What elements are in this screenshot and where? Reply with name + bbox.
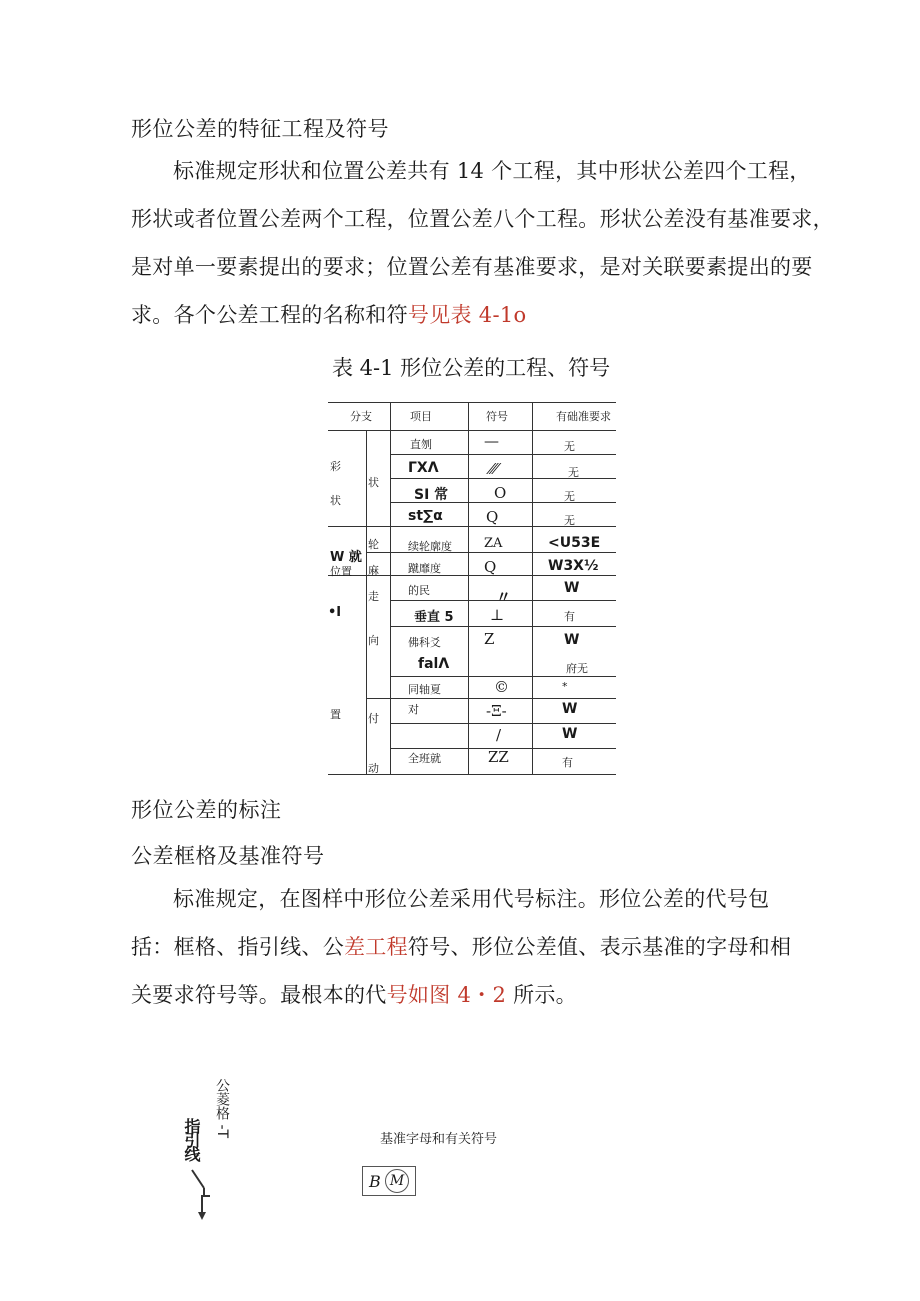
marking-line-1: 标准规定，在图样中形位公差采用代号标注。形位公差的代号包 <box>173 887 770 911</box>
intro-line-4 <box>131 291 834 339</box>
table-reference-link: 号见表 4-1o <box>407 303 527 327</box>
row-req: 无 <box>568 466 579 479</box>
row-symbol: Q <box>486 508 499 526</box>
marking-line-3 <box>131 971 791 1019</box>
figure-reference-link: 号如图 4・2 <box>386 983 507 1007</box>
intro-line-1: 标准规定形状和位置公差共有 14 个工程，其中形状公差四个工程， <box>173 159 811 183</box>
header-item: 项目 <box>410 410 432 423</box>
label-position: 位置 <box>330 565 352 578</box>
label-cai: 彩 <box>330 460 341 473</box>
row-item: 续轮廓度 <box>408 540 452 553</box>
row-item: falΛ <box>418 656 450 672</box>
label-w-jiu: W 就 <box>330 550 362 565</box>
datum-label: 基准字母和有关符号 <box>380 1132 498 1147</box>
row-req: W3X½ <box>548 558 599 574</box>
section-heading-marking: 形位公差的标注 <box>131 798 282 822</box>
row-req: 有 <box>564 610 575 623</box>
header-datum-req: 有础准要求 <box>556 410 611 423</box>
row-symbol: / <box>496 726 502 744</box>
row-req: W <box>562 726 578 742</box>
row-req: <U53E <box>548 535 601 551</box>
row-item: 全班就 <box>408 752 441 765</box>
label-zhi: 置 <box>330 708 341 721</box>
label-fu: 付 <box>368 712 379 725</box>
label-zhuang-a: 状 <box>330 494 341 507</box>
label-zhuang-b: 状 <box>368 476 379 489</box>
marking-line-3-b: 所示。 <box>506 983 577 1007</box>
datum-letter: B <box>369 1172 381 1191</box>
row-symbol: ZZ <box>488 748 509 766</box>
row-req: * <box>562 680 568 693</box>
row-req: W <box>564 580 580 596</box>
frame-label: 公菱格 -T <box>214 1078 230 1139</box>
table-caption: 表 4-1 形位公差的工程、符号 <box>332 356 611 380</box>
intro-line-4-text: 求。各个公差工程的名称和符 <box>131 303 408 327</box>
header-branch: 分支 <box>350 410 372 423</box>
row-req: 无 <box>564 514 575 527</box>
row-item: 的民 <box>408 584 430 597</box>
row-symbol: Z <box>484 630 495 648</box>
row-symbol: ⊥ <box>490 606 505 624</box>
label-xiang: 向 <box>368 634 379 647</box>
row-symbol: ZA <box>484 536 503 551</box>
marking-line-2-b: 符号、形位公差值、表示基准的字母和相 <box>407 935 792 959</box>
section-heading-features: 形位公差的特征工程及符号 <box>131 117 389 141</box>
label-dong: 动 <box>368 762 379 775</box>
row-symbol: O <box>494 484 507 502</box>
row-item: 蹴靡度 <box>408 562 441 575</box>
row-symbol: © <box>494 678 509 696</box>
marking-line-2-red: 差工程 <box>344 935 408 959</box>
row-item: 同轴夏 <box>408 683 441 696</box>
row-item: st∑α <box>408 508 443 524</box>
row-symbol: — <box>484 432 499 450</box>
marking-line-3-a: 关要求符号等。最根本的代 <box>131 983 387 1007</box>
row-item: 直刎 <box>410 438 432 451</box>
row-item: ΓXΛ <box>408 460 439 476</box>
figure-4-2 <box>170 1078 550 1228</box>
row-symbol: 〃 <box>496 588 512 606</box>
row-item: SI 常 <box>414 487 449 503</box>
header-symbol: 符号 <box>486 410 508 423</box>
intro-line-3: 是对单一要素提出的要求；位置公差有基准要求，是对关联要素提出的要 <box>131 255 813 279</box>
datum-frame <box>362 1166 416 1196</box>
marking-line-2 <box>131 923 791 971</box>
row-symbol: Q <box>484 558 497 576</box>
section-heading-frame: 公差框格及基准符号 <box>131 844 325 868</box>
row-req: 无 <box>564 490 575 503</box>
row-req: W <box>562 701 578 717</box>
row-item: 佛科爻 <box>408 636 441 649</box>
row-symbol: ⁄⁄⁄ <box>490 460 498 478</box>
marking-line-2-a: 括：框格、指引线、公 <box>131 935 344 959</box>
label-ma: 麻 <box>368 564 379 577</box>
row-req: 有 <box>562 756 573 769</box>
intro-line-2: 形状或者位置公差两个工程，位置公差八个工程。形状公差没有基准要求， <box>131 207 834 231</box>
row-item: 垂直 5 <box>414 610 454 625</box>
tolerance-table <box>328 402 616 775</box>
leader-arrow-icon <box>188 1168 218 1230</box>
modifier-circle-icon: M <box>385 1169 409 1193</box>
label-lun: 轮 <box>368 538 379 551</box>
row-req: 无 <box>564 440 575 453</box>
row-symbol: -Ξ- <box>486 702 507 720</box>
label-zou: 走 <box>368 590 379 603</box>
marking-paragraph <box>131 875 791 1019</box>
row-item: 对 <box>408 703 419 716</box>
row-req: W <box>564 632 580 648</box>
leader-label: 指引线 <box>182 1118 201 1160</box>
row-req: 府无 <box>566 662 588 675</box>
label-dot-i: •I <box>328 605 342 620</box>
intro-paragraph <box>131 147 834 339</box>
